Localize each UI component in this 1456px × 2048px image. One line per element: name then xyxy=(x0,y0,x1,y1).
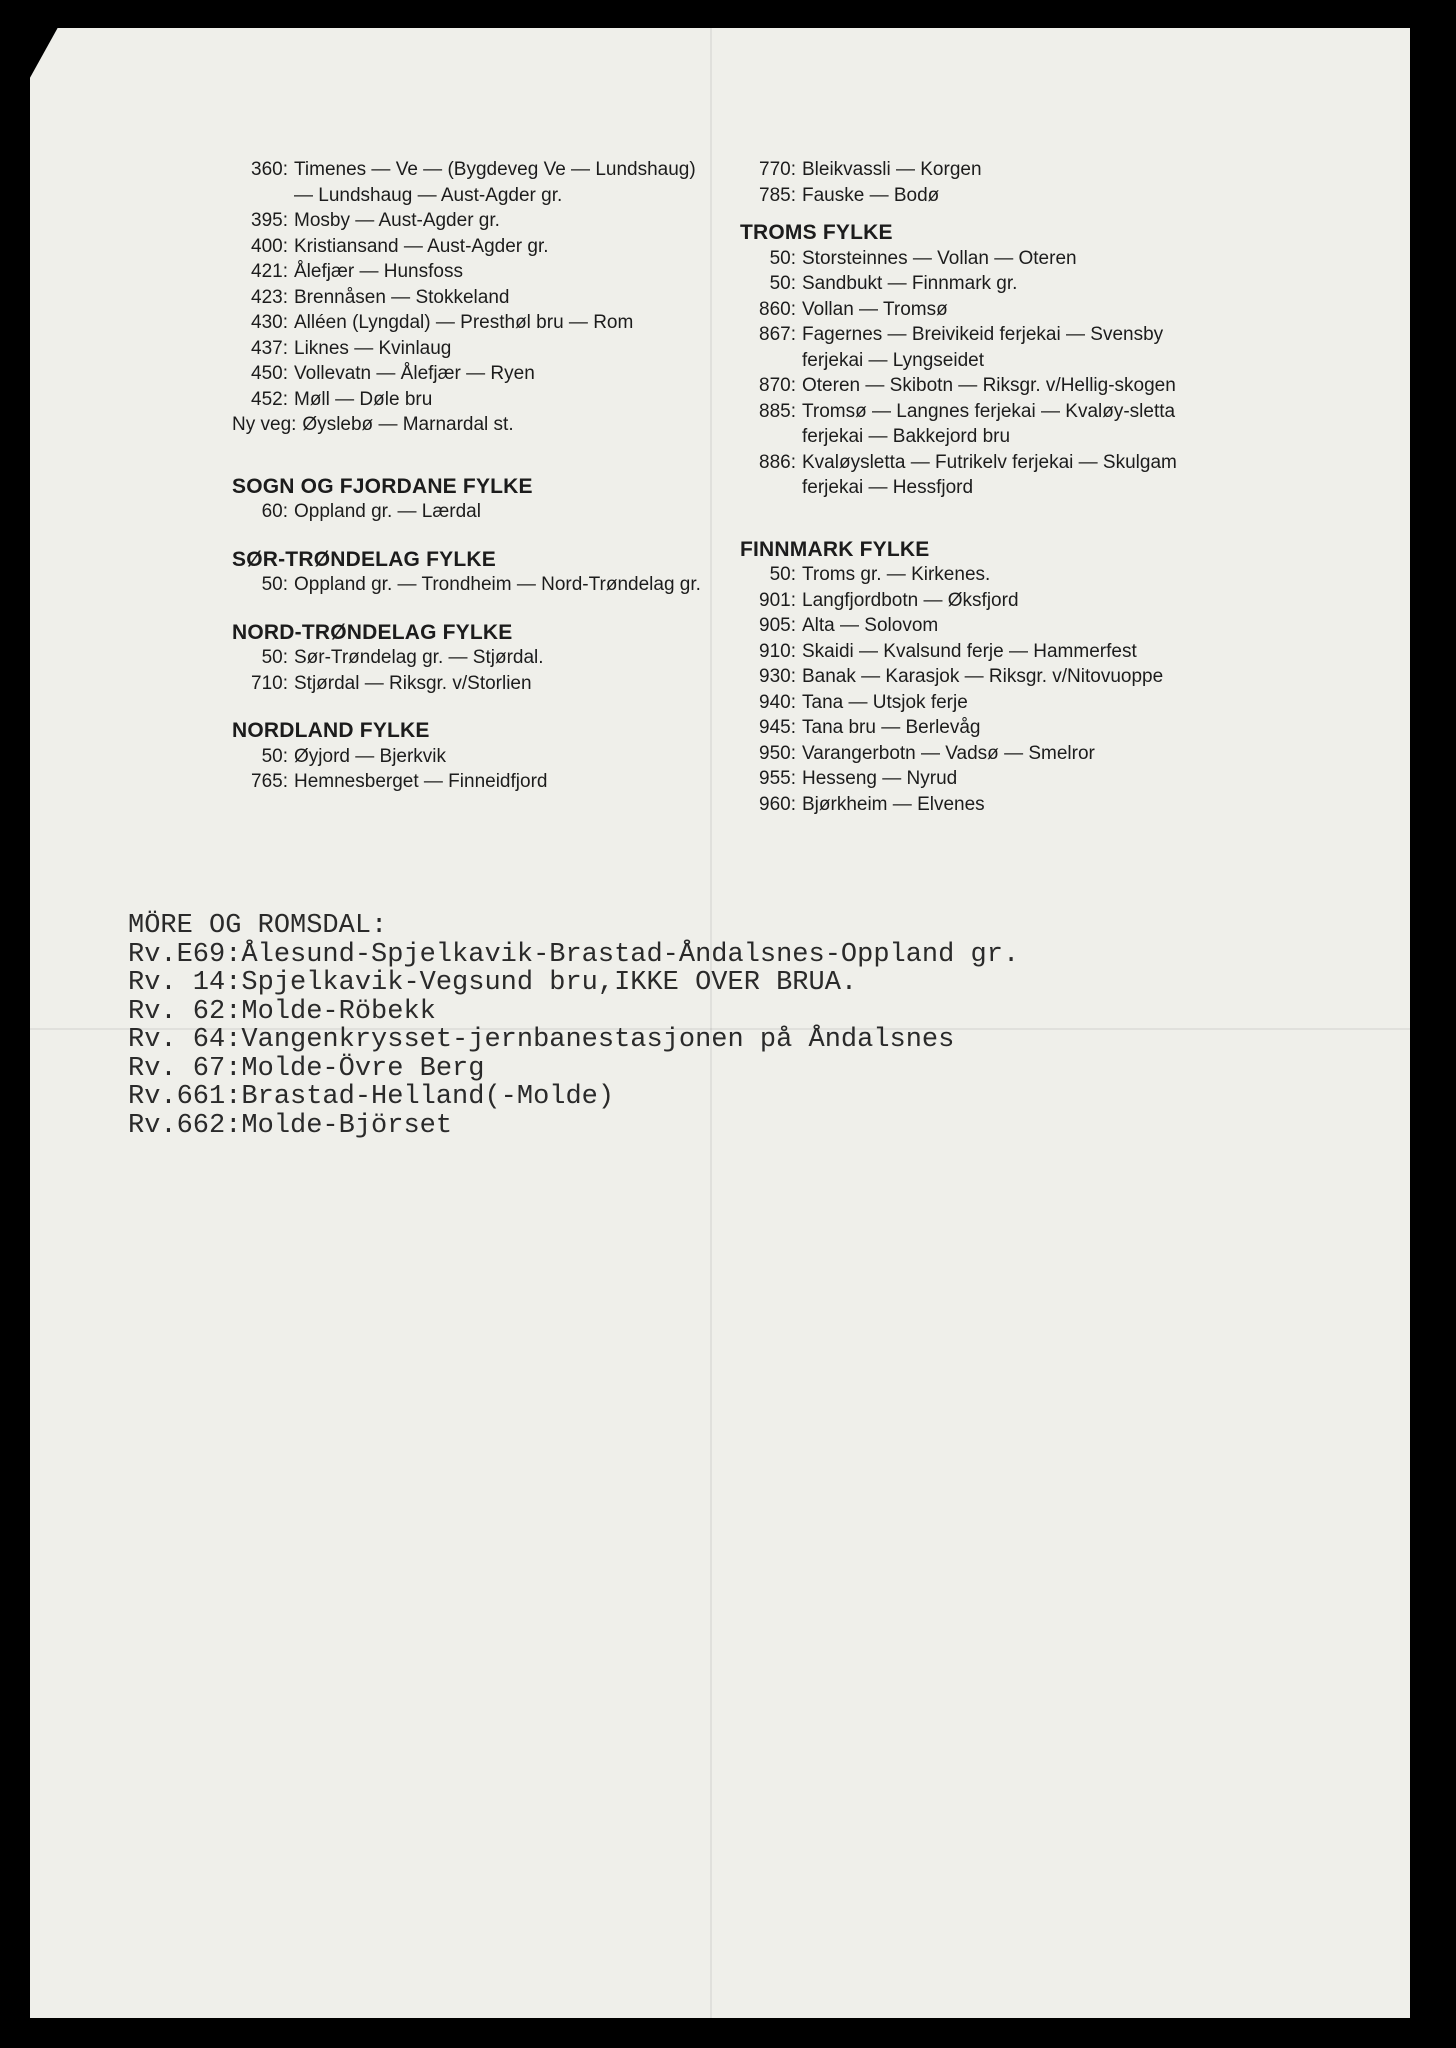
route-number: 867: xyxy=(759,324,796,345)
route-description: Øyslebø — Marnardal st. xyxy=(302,414,514,435)
spacer xyxy=(740,208,1210,220)
route-description: Langfjordbotn — Øksfjord xyxy=(802,589,1019,611)
route-number: 945: xyxy=(759,717,796,738)
route-number: 860: xyxy=(759,298,796,320)
spacer xyxy=(232,696,702,718)
route-entry xyxy=(232,285,702,311)
route-description: Mosby — Aust-Agder gr. xyxy=(294,210,500,231)
spacer xyxy=(232,598,702,620)
route-number: 421: xyxy=(251,261,288,282)
route-number: 765: xyxy=(251,771,288,792)
route-entry xyxy=(232,361,702,387)
typed-route-line: Rv. 67:Molde-Övre Berg xyxy=(128,1053,485,1084)
route-number: 885: xyxy=(759,400,796,422)
route-number: 360: xyxy=(251,159,288,180)
route-description: Bleikvassli — Korgen xyxy=(802,159,982,180)
route-entry xyxy=(232,336,702,362)
route-number: 910: xyxy=(759,640,796,662)
route-description: Fauske — Bodø xyxy=(802,184,940,206)
route-description: Oteren — Skibotn — Riksgr. v/Hellig-skogen xyxy=(802,375,1176,396)
route-number: 452: xyxy=(251,388,288,410)
route-description: Kristiansand — Aust-Agder gr. xyxy=(294,235,549,257)
route-entry xyxy=(232,769,702,795)
route-entry xyxy=(232,208,702,234)
route-description: Timenes — Ve — (Bygdeveg Ve — Lundshaug) — Lundshaug — Aust-Agder gr. xyxy=(294,159,696,206)
route-number: 905: xyxy=(759,615,796,636)
route-entry xyxy=(740,792,1210,818)
route-description: Sandbukt — Finnmark gr. xyxy=(802,273,1018,294)
route-description: Vollevatn — Ålefjær — Ryen xyxy=(294,363,535,384)
route-description: Hesseng — Nyrud xyxy=(802,768,958,789)
route-number: 50: xyxy=(769,273,796,294)
route-description: Kvaløysletta — Futrikelv ferjekai — Skulgam ferjekai — Hessfjord xyxy=(802,451,1177,498)
left-column xyxy=(232,157,702,795)
route-entry xyxy=(740,741,1210,767)
county-heading: NORD-TRØNDELAG FYLKE xyxy=(232,620,513,644)
route-number: 50: xyxy=(261,745,288,767)
route-number: 400: xyxy=(251,235,288,257)
route-description: Liknes — Kvinlaug xyxy=(294,337,452,359)
route-number: 50: xyxy=(769,247,796,269)
route-description: Tana — Utsjok ferje xyxy=(802,691,968,713)
route-description: Varangerbotn — Vadsø — Smelror xyxy=(802,742,1095,764)
route-number: 423: xyxy=(251,286,288,308)
route-description: Storsteinnes — Vollan — Oteren xyxy=(802,247,1077,269)
route-description: Skaidi — Kvalsund ferje — Hammerfest xyxy=(802,640,1137,662)
spacer xyxy=(232,438,702,474)
route-description: Alta — Solovom xyxy=(802,615,939,636)
spacer xyxy=(232,525,702,547)
route-entry xyxy=(740,271,1210,297)
route-entry xyxy=(740,562,1210,588)
route-entry xyxy=(232,412,702,438)
route-entry xyxy=(232,744,702,770)
route-entry xyxy=(232,157,702,208)
route-entry xyxy=(740,766,1210,792)
route-entry xyxy=(740,588,1210,614)
typewritten-notes xyxy=(128,912,1378,1140)
spacer xyxy=(740,501,1210,537)
route-description: Tana bru — Berlevåg xyxy=(802,717,981,738)
route-description: Tromsø — Langnes ferjekai — Kvaløy-sletta ferjekai — Bakkejord bru xyxy=(802,400,1176,447)
route-description: Brennåsen — Stokkeland xyxy=(294,286,510,308)
route-number: 955: xyxy=(759,768,796,789)
route-description: Øyjord — Bjerkvik xyxy=(294,745,447,767)
route-number: 886: xyxy=(759,451,796,473)
route-description: Oppland gr. — Trondheim — Nord-Trøndelag gr. xyxy=(294,574,701,595)
route-number: 60: xyxy=(261,501,288,522)
route-entry xyxy=(740,690,1210,716)
route-entry xyxy=(232,671,702,697)
route-entry xyxy=(740,297,1210,323)
route-entry xyxy=(232,572,702,598)
route-description: Møll — Døle bru xyxy=(294,388,433,410)
route-number: 450: xyxy=(251,363,288,384)
route-entry xyxy=(740,157,1210,183)
route-description: Hemnesberget — Finneidfjord xyxy=(294,771,548,792)
route-entry xyxy=(740,450,1210,501)
route-entry xyxy=(232,645,702,671)
route-description: Sør-Trøndelag gr. — Stjørdal. xyxy=(294,647,544,668)
route-number: 430: xyxy=(251,312,288,333)
route-description: Alléen (Lyngdal) — Presthøl bru — Rom xyxy=(294,312,634,333)
right-column xyxy=(740,157,1210,817)
route-entry xyxy=(740,373,1210,399)
route-description: Fagernes — Breivikeid ferjekai — Svensby ferjekai — Lyngseidet xyxy=(802,324,1164,371)
typed-route-line: Rv. 14:Spjelkavik-Vegsund bru,IKKE OVER BRUA. xyxy=(128,968,858,998)
route-number: 950: xyxy=(759,742,796,764)
route-entry xyxy=(740,246,1210,272)
county-heading: TROMS FYLKE xyxy=(740,221,893,244)
route-description: Vollan — Tromsø xyxy=(802,298,948,320)
route-description: Troms gr. — Kirkenes. xyxy=(802,564,991,585)
route-entry xyxy=(232,234,702,260)
route-number: 437: xyxy=(251,337,288,359)
typed-route-line: Rv.661:Brastad-Helland(-Molde) xyxy=(128,1082,615,1112)
route-description: Stjørdal — Riksgr. v/Storlien xyxy=(294,672,532,694)
route-number: 785: xyxy=(759,184,796,206)
route-entry xyxy=(740,715,1210,741)
route-entry xyxy=(740,183,1210,209)
route-number: 770: xyxy=(759,159,796,180)
route-number: 940: xyxy=(759,691,796,713)
route-description: Banak — Karasjok — Riksgr. v/Nitovuoppe xyxy=(802,666,1164,687)
route-number: 395: xyxy=(251,210,288,231)
typed-route-line: Rv. 64:Vangenkrysset-jernbanestasjonen på Åndalsnes xyxy=(128,1025,955,1055)
typed-route-line: Rv.662:Molde-Björset xyxy=(128,1110,453,1141)
route-entry xyxy=(740,399,1210,450)
route-number: 870: xyxy=(759,375,796,396)
route-number: 930: xyxy=(759,666,796,687)
route-entry xyxy=(740,639,1210,665)
route-entry xyxy=(740,322,1210,373)
route-description: Ålefjær — Hunsfoss xyxy=(294,261,463,282)
county-heading: SOGN OG FJORDANE FYLKE xyxy=(232,474,533,498)
route-description: Bjørkheim — Elvenes xyxy=(802,793,985,815)
route-number: 50: xyxy=(769,564,796,585)
route-number: Ny veg: xyxy=(232,414,297,435)
route-entry xyxy=(740,613,1210,639)
typed-heading: MÖRE OG ROMSDAL: xyxy=(128,911,388,941)
county-heading: NORDLAND FYLKE xyxy=(232,719,430,742)
county-heading: FINNMARK FYLKE xyxy=(740,537,930,561)
route-entry xyxy=(232,259,702,285)
route-number: 960: xyxy=(759,793,796,815)
route-entry xyxy=(232,387,702,413)
route-number: 50: xyxy=(261,574,288,595)
typed-route-line: Rv.E69:Ålesund-Spjelkavik-Brastad-Åndalsnes-Oppland gr. xyxy=(128,939,1020,970)
route-number: 50: xyxy=(261,647,288,668)
route-entry xyxy=(232,310,702,336)
county-heading: SØR-TRØNDELAG FYLKE xyxy=(232,547,496,571)
route-entry xyxy=(740,664,1210,690)
route-entry xyxy=(232,499,702,525)
route-number: 710: xyxy=(251,672,288,694)
route-number: 901: xyxy=(759,589,796,611)
typed-route-line: Rv. 62:Molde-Röbekk xyxy=(128,996,436,1027)
route-description: Oppland gr. — Lærdal xyxy=(294,501,481,522)
